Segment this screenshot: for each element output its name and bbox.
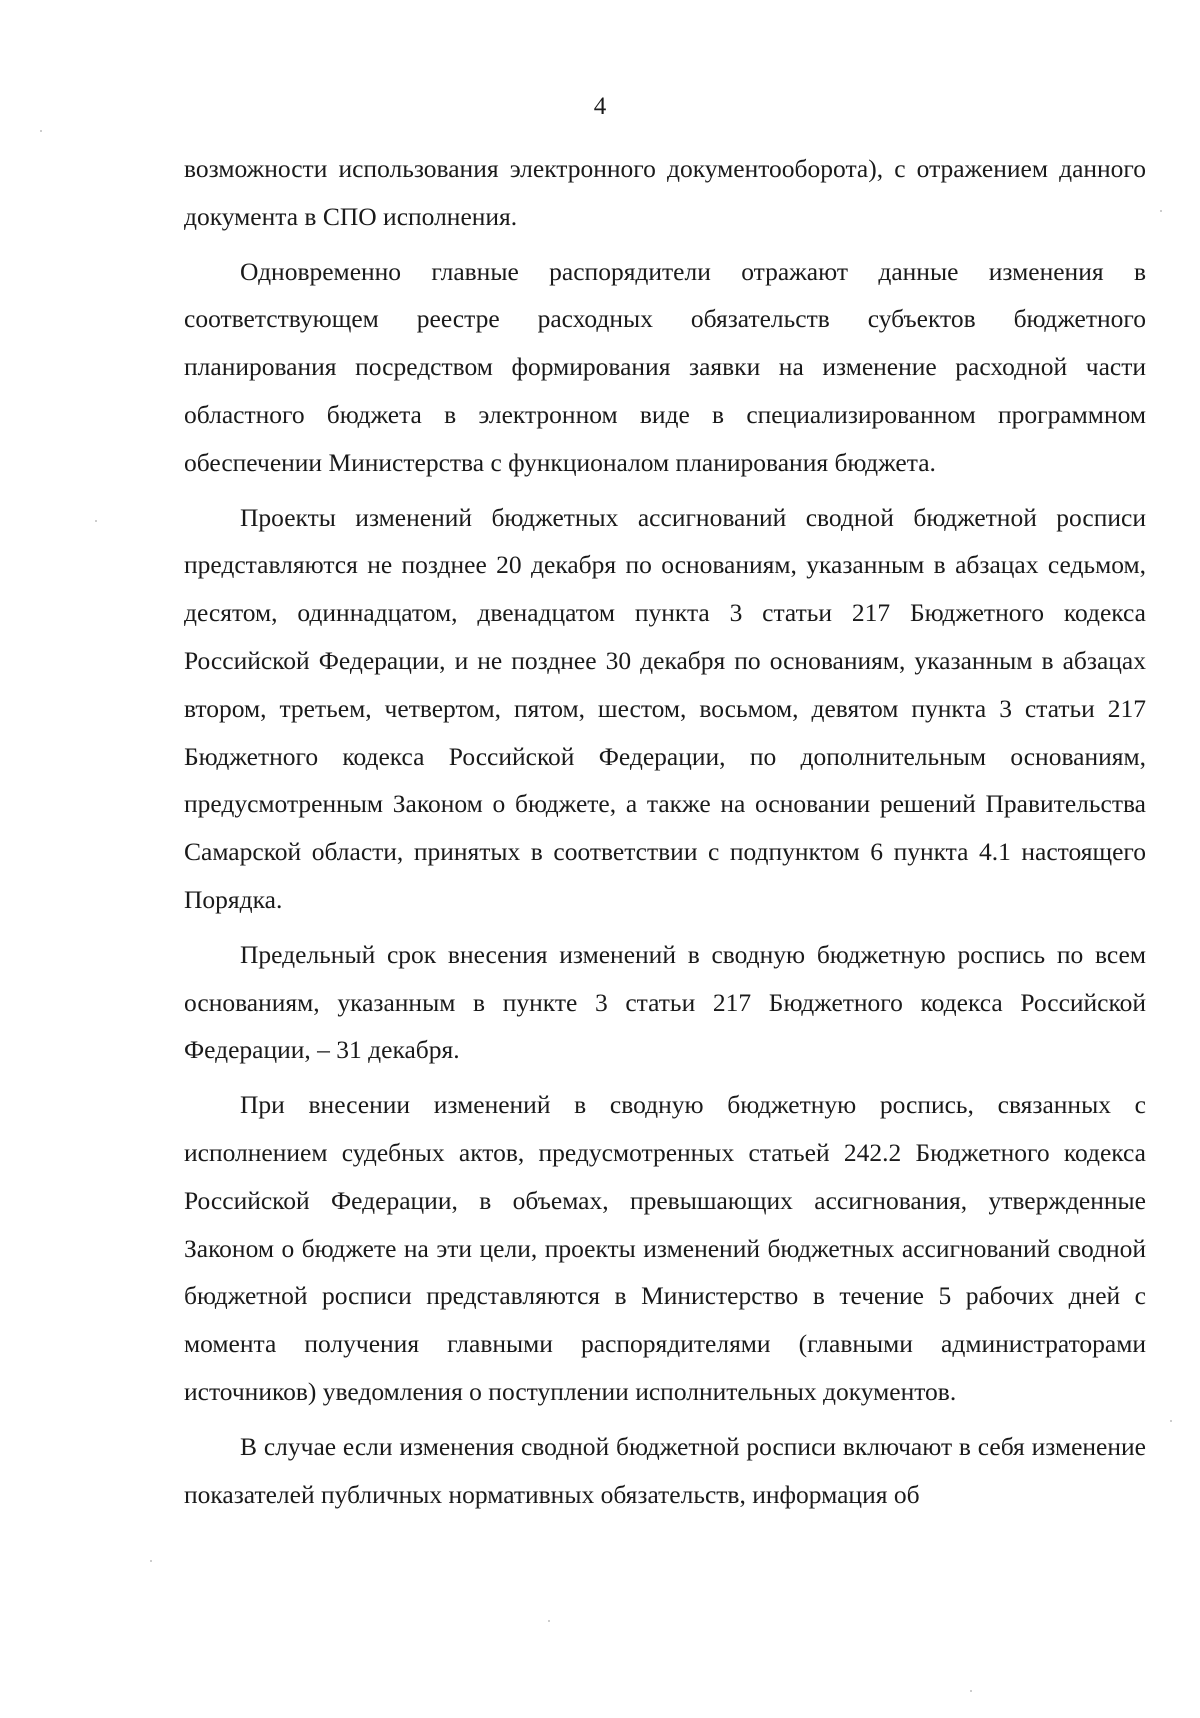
paragraph-4: Предельный срок внесения изменений в сводную бюджетную роспись по всем основаниям, указанным в пункте 3 статьи 217 Бюджетного кодекса Российской Федерации, – 31 декабря.: [184, 939, 1146, 1065]
page-number: 4: [593, 93, 607, 120]
scan-speck: [1160, 210, 1162, 212]
scan-speck: [40, 130, 42, 132]
paragraph-1: возможности использования электронного документооборота), с отражением данного документа в СПО исполнения.: [184, 154, 1146, 231]
scan-speck: [548, 1620, 550, 1622]
paragraph-2: Одновременно главные распорядители отражают данные изменения в соответствующем реестре расходных обязательств субъектов бюджетного планирования посредством формирования заявки на изменение расходной части областного бюджета в электронном виде в специализированном программном обеспечении Министерства с функционалом планирования бюджета.: [184, 256, 1146, 477]
scan-speck: [970, 1690, 972, 1692]
paragraph-6: В случае если изменения сводной бюджетной росписи включают в себя изменение показателей публичных нормативных обязательств, информация об: [184, 1431, 1146, 1509]
scan-speck: [95, 520, 97, 522]
paragraph-3: Проекты изменений бюджетных ассигнований сводной бюджетной росписи представляются не позднее 20 декабря по основаниям, указанным в абзацах седьмом, десятом, одиннадцатом, двенадцатом пункта 3 статьи 217 Бюджетного кодекса Российской Федерации, и не позднее 30 декабря по основаниям, указанным в абзацах втором, третьем, четвертом, пятом, шестом, восьмом, девятом пункта 3 статьи 217 Бюджетного кодекса Российской Федерации, по дополнительным основаниям, предусмотренным Законом о бюджете, а также на основании решений Правительства Самарской области, принятых в соответствии с подпунктом 6 пункта 4.1 настоящего Порядка.: [184, 502, 1146, 914]
scan-speck: [150, 1560, 152, 1562]
scan-speck: [1170, 1420, 1172, 1422]
document-body: [184, 145, 1146, 1525]
paragraph-5: При внесении изменений в сводную бюджетную роспись, связанных с исполнением судебных актов, предусмотренных статьей 242.2 Бюджетного кодекса Российской Федерации, в объемах, превышающих ассигнования, утвержденные Законом о бюджете на эти цели, проекты изменений бюджетных ассигнований сводной бюджетной росписи представляются в Министерство в течение 5 рабочих дней с момента получения главными распорядителями (главными администраторами источников) уведомления о поступлении исполнительных документов.: [184, 1090, 1146, 1406]
